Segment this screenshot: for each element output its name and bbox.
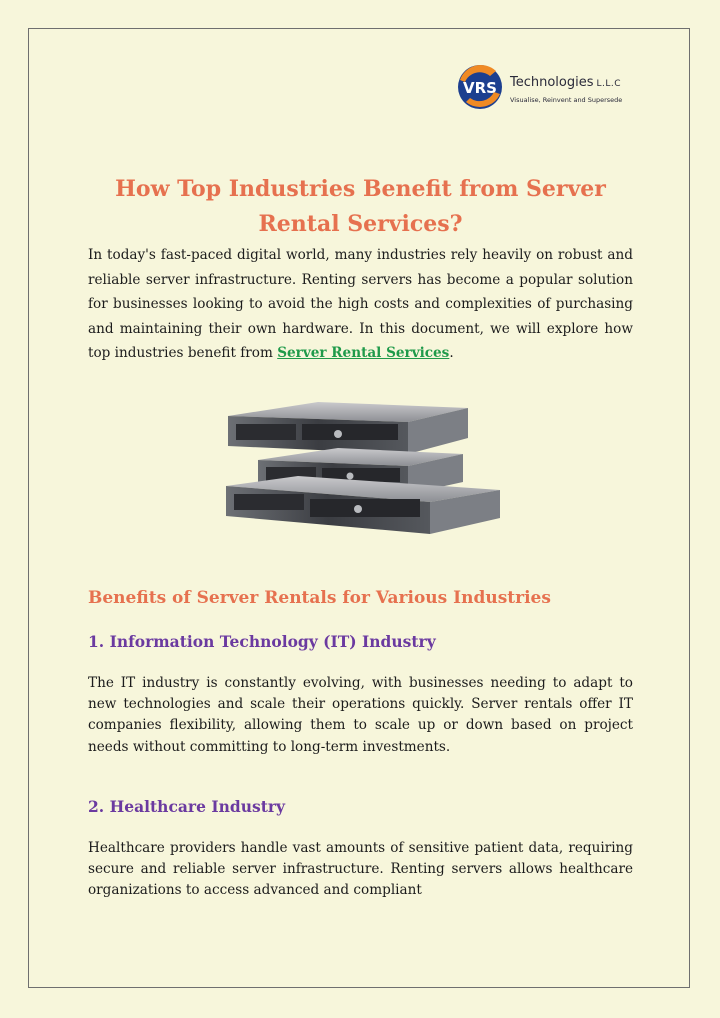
healthcare-industry-paragraph: Healthcare providers handle vast amounts of sensitive patient data, requiring secure and reliable server infrastructure. Renting servers allows healthcare organizations to access advanced and compliant [88, 840, 633, 899]
vrs-logo-icon [452, 62, 508, 112]
healthcare-industry-heading: 2. Healthcare Industry [88, 797, 286, 816]
logo-mark-text: VRS [463, 79, 497, 97]
server-unit-bottom [226, 476, 500, 534]
logo-name: Technologies L.L.C [510, 75, 622, 90]
company-logo [452, 62, 642, 112]
server-rental-services-link[interactable]: Server Rental Services [277, 345, 450, 362]
benefits-heading: Benefits of Server Rentals for Various Industries [88, 588, 551, 608]
intro-text: In today's fast-paced digital world, many industries rely heavily on robust and reliable server infrastructure. Renting servers has become a popular solution for businesses looking to avoid the high costs and complexities of purchasing and maintaining their own hardware. In this document, we will explore how top industries benefit from [88, 247, 633, 362]
intro-paragraph: In today's fast-paced digital world, many industries rely heavily on robust and reliable server infrastructure. Renting servers has become a popular solution for businesses looking to avoid the high costs and complexities of purchasing and maintaining their own hardware. In this document, we will explore how top industries benefit from Server Rental Services. [88, 247, 633, 362]
server-unit-top [228, 402, 468, 454]
server-rack-image [218, 398, 503, 538]
it-industry-paragraph: The IT industry is constantly evolving, with businesses needing to adapt to new technologies and scale their operations quickly. Server rentals offer IT companies flexibility, allowing them to scale up or down based on project needs without committing to long-term investments. [88, 675, 633, 755]
it-industry-heading: 1. Information Technology (IT) Industry [88, 632, 436, 651]
page-title: How Top Industries Benefit from Server Rental Services? [115, 176, 606, 237]
logo-tagline: Visualise, Reinvent and Supersede [510, 96, 623, 104]
